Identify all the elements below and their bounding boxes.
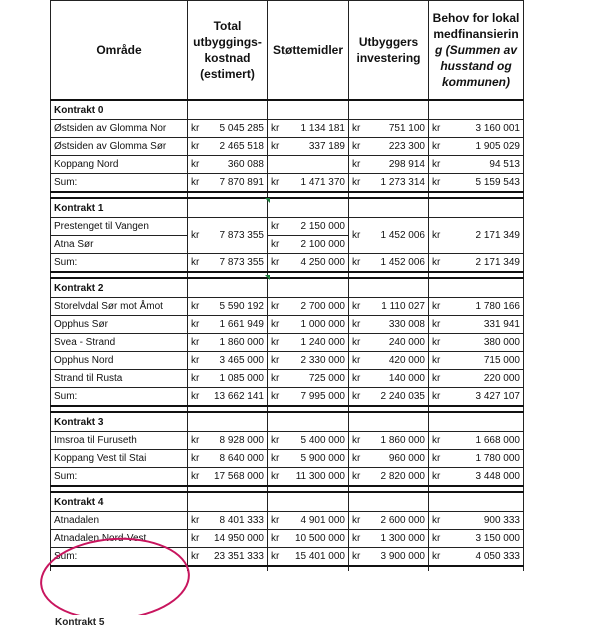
- sum-developer-cell: [349, 388, 429, 407]
- currency-label: kr: [432, 301, 441, 312]
- area-name: Imsroa til Furuseth: [51, 432, 188, 450]
- support-cell: [268, 432, 349, 450]
- amount: 5 900 000: [300, 453, 345, 464]
- currency-label: kr: [271, 435, 280, 446]
- total-cell: [188, 370, 268, 388]
- developer-cell: [349, 450, 429, 468]
- currency-label: kr: [432, 391, 441, 402]
- currency-label: kr: [352, 159, 361, 170]
- currency-label: kr: [271, 533, 280, 544]
- need-cell: [429, 530, 524, 548]
- support-cell: [268, 352, 349, 370]
- need-cell: [429, 120, 524, 138]
- empty-cell: [188, 278, 268, 298]
- empty-cell: [429, 198, 524, 218]
- currency-label: kr: [352, 355, 361, 366]
- contract-title: Kontrakt 2: [51, 278, 188, 298]
- contract-header-row: [51, 100, 524, 120]
- contract-header-row: [51, 278, 524, 298]
- amount: 960 000: [388, 453, 425, 464]
- amount: 7 870 891: [219, 177, 264, 188]
- amount: 725 000: [308, 373, 345, 384]
- amount: 3 900 000: [380, 551, 425, 562]
- amount: 7 873 355: [219, 257, 264, 268]
- amount: 5 045 285: [219, 123, 264, 134]
- amount: 3 448 000: [475, 471, 520, 482]
- amount: 337 189: [308, 141, 345, 152]
- need-cell: [429, 316, 524, 334]
- currency-label: kr: [191, 337, 200, 348]
- support-cell: [268, 156, 349, 174]
- amount: 1 300 000: [380, 533, 425, 544]
- currency-label: kr: [271, 123, 280, 134]
- need-cell: [429, 156, 524, 174]
- amount: 900 333: [483, 515, 520, 526]
- currency-label: kr: [271, 515, 280, 526]
- developer-cell: [349, 156, 429, 174]
- amount: 8 640 000: [219, 453, 264, 464]
- header-row: [51, 1, 524, 101]
- contract-header-row: [51, 412, 524, 432]
- table-row: [51, 156, 524, 174]
- need-cell: [429, 218, 524, 254]
- support-cell: [268, 138, 349, 156]
- amount: 331 941: [483, 319, 520, 330]
- table-row: [51, 352, 524, 370]
- currency-label: kr: [432, 453, 441, 464]
- currency-label: kr: [432, 533, 441, 544]
- support-cell: [268, 236, 349, 254]
- developer-cell: [349, 512, 429, 530]
- header-developer-investment: Utbyggers investering: [349, 1, 429, 101]
- total-cell: [188, 352, 268, 370]
- sum-need-cell: [429, 548, 524, 567]
- amount: 3 160 001: [475, 123, 520, 134]
- table-row: [51, 432, 524, 450]
- amount: 94 513: [489, 159, 520, 170]
- support-cell: [268, 298, 349, 316]
- amount: 15 401 000: [294, 551, 345, 562]
- currency-label: kr: [432, 515, 441, 526]
- currency-label: kr: [432, 141, 441, 152]
- amount: 7 995 000: [300, 391, 345, 402]
- amount: 5 400 000: [300, 435, 345, 446]
- developer-cell: [349, 138, 429, 156]
- area-name: Østsiden av Glomma Sør: [51, 138, 188, 156]
- currency-label: kr: [271, 177, 280, 188]
- amount: 1 273 314: [380, 177, 425, 188]
- amount: 715 000: [483, 355, 520, 366]
- area-name: Opphus Nord: [51, 352, 188, 370]
- contract-title: Kontrakt 1: [51, 198, 188, 218]
- empty-cell: [429, 412, 524, 432]
- currency-label: kr: [191, 141, 200, 152]
- currency-label: kr: [191, 123, 200, 134]
- sum-label: Sum:: [51, 468, 188, 487]
- currency-label: kr: [191, 533, 200, 544]
- currency-label: kr: [191, 159, 200, 170]
- area-name: Prestenget til Vangen: [51, 218, 188, 236]
- need-cell: [429, 432, 524, 450]
- currency-label: kr: [352, 230, 361, 241]
- amount: 1 780 000: [475, 453, 520, 464]
- currency-label: kr: [352, 391, 361, 402]
- cell-marker: [265, 275, 270, 280]
- currency-label: kr: [352, 471, 361, 482]
- amount: 2 240 035: [380, 391, 425, 402]
- table-row: [51, 370, 524, 388]
- header-area: Område: [51, 1, 188, 101]
- amount: 1 905 029: [475, 141, 520, 152]
- area-name: Storelvdal Sør mot Åmot: [51, 298, 188, 316]
- header-local-financing-need: Behov for lokal medfinansierin g (Summen av husstand og kommunen): [429, 1, 524, 101]
- sum-total-cell: [188, 254, 268, 273]
- sum-row: [51, 174, 524, 193]
- currency-label: kr: [271, 471, 280, 482]
- currency-label: kr: [191, 319, 200, 330]
- empty-cell: [268, 100, 349, 120]
- amount: 2 171 349: [475, 230, 520, 241]
- table-row: [51, 298, 524, 316]
- currency-label: kr: [191, 453, 200, 464]
- sum-developer-cell: [349, 254, 429, 273]
- amount: 1 134 181: [300, 123, 345, 134]
- developer-cell: [349, 316, 429, 334]
- amount: 4 901 000: [300, 515, 345, 526]
- need-cell: [429, 298, 524, 316]
- currency-label: kr: [191, 551, 200, 562]
- amount: 2 330 000: [300, 355, 345, 366]
- amount: 751 100: [388, 123, 425, 134]
- need-cell: [429, 334, 524, 352]
- currency-label: kr: [352, 319, 361, 330]
- amount: 8 928 000: [219, 435, 264, 446]
- currency-label: kr: [432, 373, 441, 384]
- currency-label: kr: [271, 319, 280, 330]
- budget-table: [50, 0, 524, 571]
- empty-cell: [188, 198, 268, 218]
- sum-total-cell: [188, 388, 268, 407]
- empty-cell: [268, 412, 349, 432]
- currency-label: kr: [191, 257, 200, 268]
- currency-label: kr: [432, 319, 441, 330]
- currency-label: kr: [352, 533, 361, 544]
- currency-label: kr: [352, 337, 361, 348]
- sum-developer-cell: [349, 174, 429, 193]
- currency-label: kr: [352, 301, 361, 312]
- table-row: [51, 138, 524, 156]
- area-name: Svea - Strand: [51, 334, 188, 352]
- sum-need-cell: [429, 388, 524, 407]
- support-cell: [268, 120, 349, 138]
- currency-label: kr: [432, 355, 441, 366]
- currency-label: kr: [271, 355, 280, 366]
- amount: 5 590 192: [219, 301, 264, 312]
- amount: 1 452 006: [380, 257, 425, 268]
- currency-label: kr: [271, 391, 280, 402]
- sum-label: Sum:: [51, 254, 188, 273]
- sum-need-cell: [429, 254, 524, 273]
- support-cell: [268, 370, 349, 388]
- amount: 1 661 949: [219, 319, 264, 330]
- header-support: Støttemidler: [268, 1, 349, 101]
- developer-cell: [349, 530, 429, 548]
- contract-title: Kontrakt 0: [51, 100, 188, 120]
- sum-row: [51, 388, 524, 407]
- sum-support-cell: [268, 254, 349, 273]
- currency-label: kr: [271, 337, 280, 348]
- developer-cell: [349, 218, 429, 254]
- sum-label: Sum:: [51, 174, 188, 193]
- amount: 2 820 000: [380, 471, 425, 482]
- amount: 2 465 518: [219, 141, 264, 152]
- support-cell: [268, 334, 349, 352]
- currency-label: kr: [191, 435, 200, 446]
- sum-total-cell: [188, 548, 268, 567]
- support-cell: [268, 512, 349, 530]
- amount: 1 471 370: [300, 177, 345, 188]
- sum-support-cell: [268, 388, 349, 407]
- amount: 1 860 000: [219, 337, 264, 348]
- total-cell: [188, 138, 268, 156]
- need-cell: [429, 352, 524, 370]
- cell-marker: [265, 198, 270, 203]
- amount: 13 662 141: [213, 391, 264, 402]
- amount: 380 000: [483, 337, 520, 348]
- table-row: [51, 512, 524, 530]
- currency-label: kr: [432, 337, 441, 348]
- currency-label: kr: [191, 471, 200, 482]
- amount: 330 008: [388, 319, 425, 330]
- amount: 420 000: [388, 355, 425, 366]
- need-cell: [429, 138, 524, 156]
- amount: 1 860 000: [380, 435, 425, 446]
- area-name: Atna Sør: [51, 236, 188, 254]
- sum-label: Sum:: [51, 388, 188, 407]
- empty-cell: [268, 198, 349, 218]
- empty-cell: [268, 492, 349, 512]
- amount: 223 300: [388, 141, 425, 152]
- total-cell: [188, 218, 268, 254]
- amount: 240 000: [388, 337, 425, 348]
- currency-label: kr: [432, 471, 441, 482]
- amount: 2 171 349: [475, 257, 520, 268]
- empty-cell: [188, 492, 268, 512]
- currency-label: kr: [191, 515, 200, 526]
- currency-label: kr: [432, 123, 441, 134]
- amount: 2 600 000: [380, 515, 425, 526]
- amount: 2 100 000: [300, 239, 345, 250]
- developer-cell: [349, 352, 429, 370]
- area-name: Opphus Sør: [51, 316, 188, 334]
- empty-cell: [429, 492, 524, 512]
- currency-label: kr: [191, 373, 200, 384]
- amount: 2 700 000: [300, 301, 345, 312]
- empty-cell: [349, 100, 429, 120]
- amount: 1 085 000: [219, 373, 264, 384]
- currency-label: kr: [352, 141, 361, 152]
- contract-title: Kontrakt 4: [51, 492, 188, 512]
- total-cell: [188, 512, 268, 530]
- sum-developer-cell: [349, 548, 429, 567]
- amount: 23 351 333: [213, 551, 264, 562]
- currency-label: kr: [352, 257, 361, 268]
- currency-label: kr: [352, 123, 361, 134]
- currency-label: kr: [352, 435, 361, 446]
- sum-label: Sum:: [51, 548, 188, 567]
- contract-header-row: [51, 198, 524, 218]
- amount: 140 000: [388, 373, 425, 384]
- currency-label: kr: [271, 257, 280, 268]
- amount: 298 914: [388, 159, 425, 170]
- currency-label: kr: [352, 453, 361, 464]
- page-cutoff: [0, 615, 600, 627]
- currency-label: kr: [432, 177, 441, 188]
- currency-label: kr: [191, 301, 200, 312]
- amount: 14 950 000: [213, 533, 264, 544]
- table-body: [51, 100, 524, 571]
- table-row: [51, 316, 524, 334]
- total-cell: [188, 450, 268, 468]
- currency-label: kr: [352, 551, 361, 562]
- developer-cell: [349, 298, 429, 316]
- total-cell: [188, 316, 268, 334]
- support-cell: [268, 450, 349, 468]
- amount: 360 088: [227, 159, 264, 170]
- sum-need-cell: [429, 174, 524, 193]
- amount: 7 873 355: [219, 230, 264, 241]
- developer-cell: [349, 120, 429, 138]
- empty-cell: [429, 100, 524, 120]
- currency-label: kr: [271, 141, 280, 152]
- sum-developer-cell: [349, 468, 429, 487]
- amount: 3 150 000: [475, 533, 520, 544]
- amount: 1 668 000: [475, 435, 520, 446]
- total-cell: [188, 530, 268, 548]
- sum-support-cell: [268, 468, 349, 487]
- amount: 1 240 000: [300, 337, 345, 348]
- amount: 5 159 543: [475, 177, 520, 188]
- empty-cell: [349, 198, 429, 218]
- amount: 1 452 006: [380, 230, 425, 241]
- need-cell: [429, 512, 524, 530]
- area-name: Koppang Nord: [51, 156, 188, 174]
- amount: 8 401 333: [219, 515, 264, 526]
- amount: 1 780 166: [475, 301, 520, 312]
- amount: 11 300 000: [295, 471, 345, 482]
- currency-label: kr: [191, 391, 200, 402]
- header-total-cost: Total utbyggings- kostnad (estimert): [188, 1, 268, 101]
- developer-cell: [349, 432, 429, 450]
- empty-cell: [349, 278, 429, 298]
- currency-label: kr: [432, 257, 441, 268]
- empty-cell: [349, 412, 429, 432]
- table-row: [51, 218, 524, 236]
- table-row: [51, 334, 524, 352]
- total-cell: [188, 156, 268, 174]
- contract-header-row: [51, 492, 524, 512]
- empty-cell: [429, 278, 524, 298]
- total-cell: [188, 432, 268, 450]
- currency-label: kr: [271, 221, 280, 232]
- area-name: Atnadalen: [51, 512, 188, 530]
- table-row: [51, 120, 524, 138]
- currency-label: kr: [271, 453, 280, 464]
- sum-need-cell: [429, 468, 524, 487]
- amount: 3 427 107: [475, 391, 520, 402]
- currency-label: kr: [432, 435, 441, 446]
- currency-label: kr: [191, 355, 200, 366]
- support-cell: [268, 218, 349, 236]
- currency-label: kr: [352, 177, 361, 188]
- currency-label: kr: [432, 551, 441, 562]
- currency-label: kr: [191, 177, 200, 188]
- empty-cell: [188, 100, 268, 120]
- contract-title: Kontrakt 3: [51, 412, 188, 432]
- next-contract-title: Kontrakt 5: [55, 617, 105, 628]
- total-cell: [188, 334, 268, 352]
- amount: 1 000 000: [300, 319, 345, 330]
- sum-row: [51, 254, 524, 273]
- sum-support-cell: [268, 174, 349, 193]
- currency-label: kr: [271, 239, 280, 250]
- need-cell: [429, 370, 524, 388]
- amount: 10 500 000: [294, 533, 345, 544]
- sum-total-cell: [188, 174, 268, 193]
- support-cell: [268, 316, 349, 334]
- need-cell: [429, 450, 524, 468]
- area-name: Strand til Rusta: [51, 370, 188, 388]
- area-name: Østsiden av Glomma Nor: [51, 120, 188, 138]
- currency-label: kr: [271, 373, 280, 384]
- amount: 17 568 000: [213, 471, 264, 482]
- support-cell: [268, 530, 349, 548]
- amount: 3 465 000: [219, 355, 264, 366]
- budget-sheet: [50, 0, 524, 571]
- area-name: Atnadalen Nord-Vest: [51, 530, 188, 548]
- sum-row: [51, 468, 524, 487]
- currency-label: kr: [191, 230, 200, 241]
- currency-label: kr: [271, 301, 280, 312]
- currency-label: kr: [432, 230, 441, 241]
- amount: 4 050 333: [475, 551, 520, 562]
- currency-label: kr: [271, 551, 280, 562]
- sum-support-cell: [268, 548, 349, 567]
- table-row: [51, 450, 524, 468]
- area-name: Koppang Vest til Stai: [51, 450, 188, 468]
- empty-cell: [349, 492, 429, 512]
- developer-cell: [349, 370, 429, 388]
- amount: 1 110 027: [381, 301, 425, 312]
- amount: 220 000: [483, 373, 520, 384]
- currency-label: kr: [352, 515, 361, 526]
- empty-cell: [188, 412, 268, 432]
- currency-label: kr: [432, 159, 441, 170]
- sum-total-cell: [188, 468, 268, 487]
- currency-label: kr: [352, 373, 361, 384]
- developer-cell: [349, 334, 429, 352]
- total-cell: [188, 120, 268, 138]
- amount: 2 150 000: [300, 221, 345, 232]
- total-cell: [188, 298, 268, 316]
- empty-cell: [268, 278, 349, 298]
- amount: 4 250 000: [300, 257, 345, 268]
